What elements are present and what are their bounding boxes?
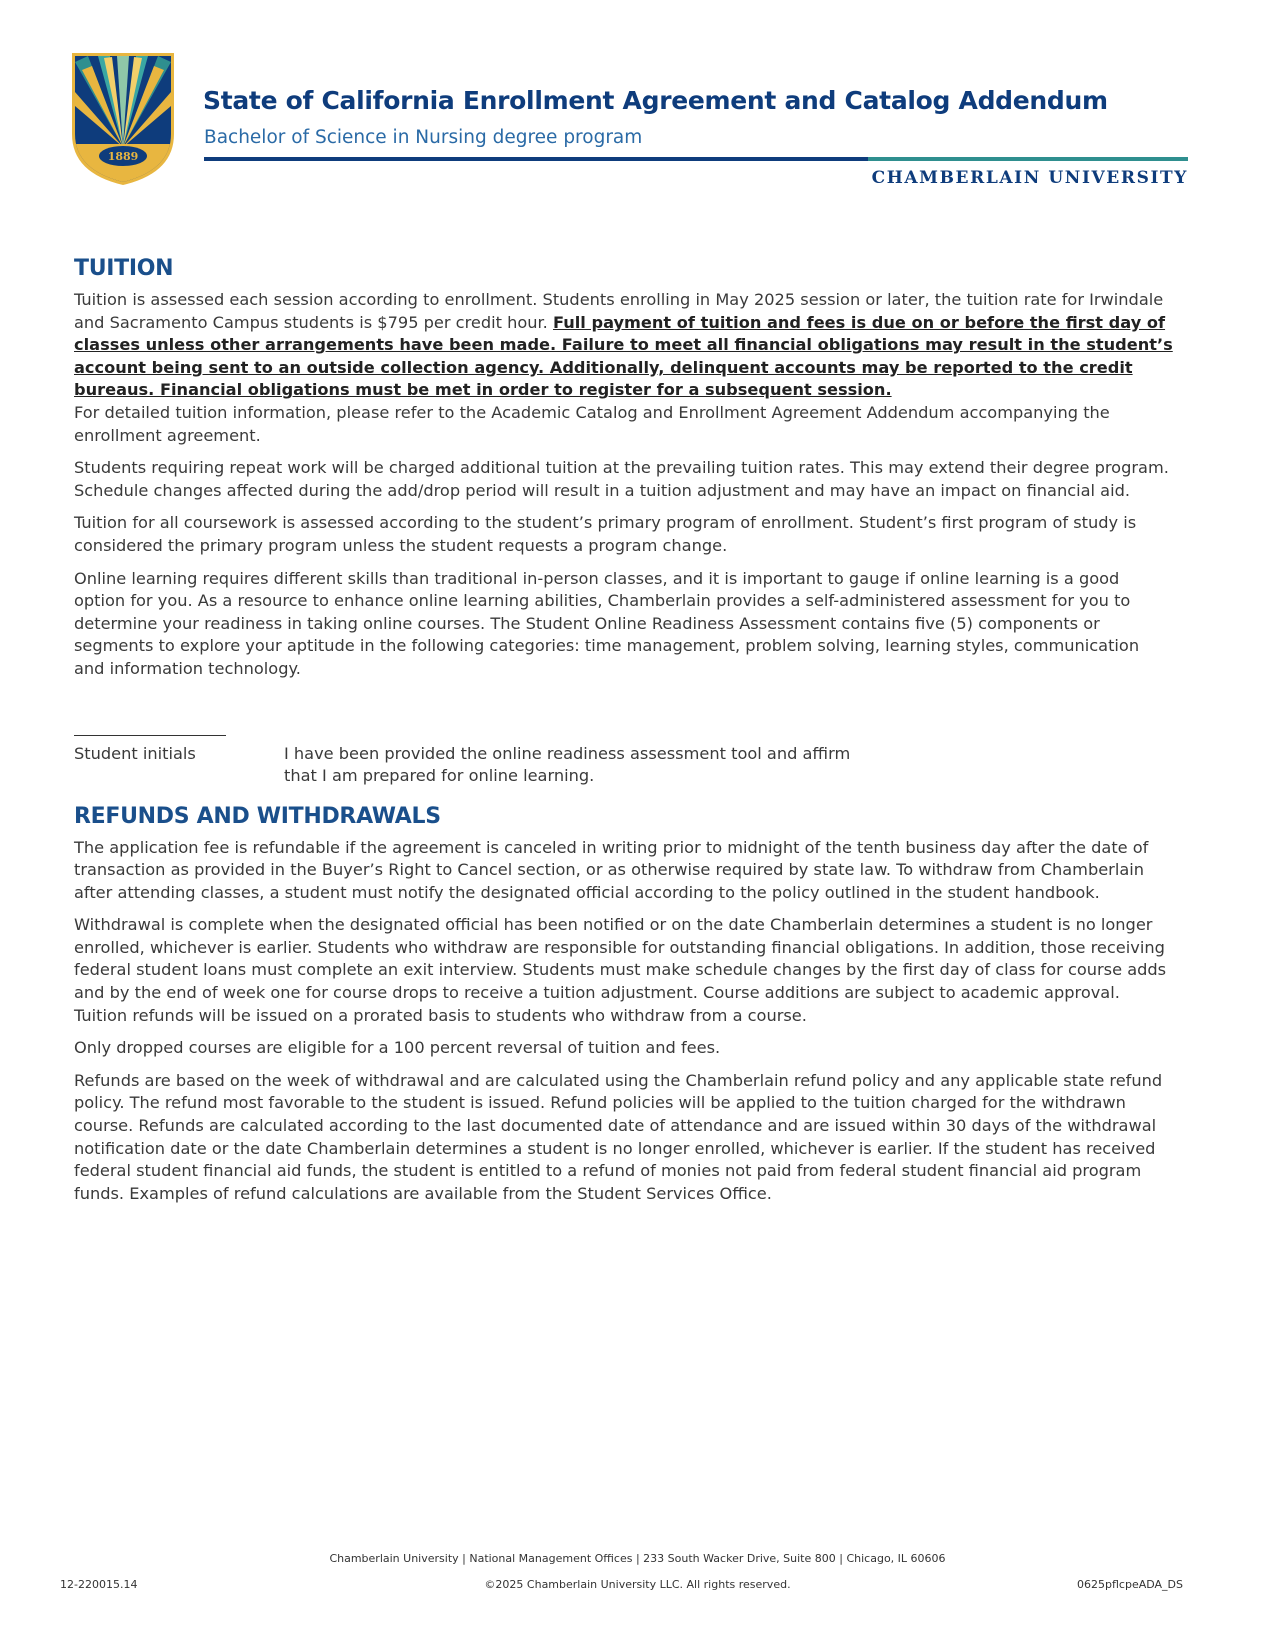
document-body — [74, 255, 1174, 1215]
refunds-paragraph-1: The application fee is refundable if the agreement is canceled in writing prior to midnight of the tenth business day after the date of transaction as provided in the Buyer’s Right to Cancel section, or as otherwise required by state law. To withdraw from Chamberlain after attending classes, a student must notify the designated official according to the policy outlined in the student handbook. — [74, 837, 1149, 902]
initials-signature-line[interactable] — [74, 735, 226, 736]
tuition-paragraph-3: Students requiring repeat work will be charged additional tuition at the prevailing tuition rates. This may extend their degree program. Schedule changes affected during the add/drop period will result in a tuition adjustment and may have an impact on financial aid. — [74, 458, 1169, 500]
refunds-paragraph-3: Only dropped courses are eligible for a 100 percent reversal of tuition and fees. — [74, 1038, 721, 1058]
tuition-paragraph-5: Online learning requires different skills than traditional in-person classes, and it is important to gauge if online learning is a good option for you. As a resource to enhance online learning abilities, Chamberlain provides a self-administered assessment for you to determine your readiness in taking online courses. The Student Online Readiness Assessment contains five (5) components or segments to explore your aptitude in the following categories: time management, problem solving, learning styles, communication and information technology. — [74, 568, 1140, 678]
chamberlain-crest-logo — [70, 52, 176, 186]
tuition-paragraph-1 — [74, 289, 1174, 402]
refunds-heading: REFUNDS AND WITHDRAWALS — [74, 803, 441, 829]
document-title: State of California Enrollment Agreement and Catalog Addendum — [203, 86, 1108, 115]
header-rule-teal — [868, 157, 1188, 161]
tuition-heading: TUITION — [74, 256, 174, 281]
tuition-rate-text: Tuition is assessed each session according to enrollment. Students enrolling in May 2025 session or later, the tuition rate for Irwindale and Sacramento Campus students is $795 per credit hour. — [74, 290, 1164, 332]
footer-form-code: 0625pflcpeADA_DS — [1077, 1578, 1183, 1591]
tuition-paragraph-2: For detailed tuition information, please refer to the Academic Catalog and Enrollment Agreement Addendum accompanying the enrollment agreement. — [74, 402, 1110, 445]
crest-year: 1889 — [107, 150, 139, 163]
student-initials-block — [74, 735, 1174, 797]
tuition-paragraph-4: Tuition for all coursework is assessed according to the student’s primary program of enrollment. Student’s first program of study is considered the primary program unless the student requests a program change. — [74, 513, 1137, 555]
document-subtitle: Bachelor of Science in Nursing degree program — [204, 127, 643, 148]
footer-address: Chamberlain University | National Management Offices | 233 South Wacker Drive, Suite 800 | Chicago, IL 60606 — [329, 1552, 946, 1565]
initials-statement: I have been provided the online readiness assessment tool and affirm that I am prepared for online learning. — [284, 743, 851, 786]
initials-label: Student initials — [74, 743, 196, 763]
footer-copyright: ©2025 Chamberlain University LLC. All rights reserved. — [484, 1578, 791, 1591]
refunds-paragraph-4: Refunds are based on the week of withdrawal and are calculated using the Chamberlain refund policy and any applicable state refund policy. The refund most favorable to the student is issued. Refund policies will be applied to the tuition charged for the withdrawn course. Refunds are calculated according to the last documented date of attendance and are issued within 30 days of the withdrawal notification date or the date Chamberlain determines a student is no longer enrolled, whichever is earlier. If the student has received federal student financial aid funds, the student is entitled to a refund of monies not paid from federal student financial aid program funds. Examples of refund calculations are available from the Student Services Office. — [74, 1070, 1163, 1203]
payment-obligation-text: Full payment of tuition and fees is due on or before the first day of classes unless other arrangements have been made. Failure to meet all financial obligations may result in the student’s account being sent to an outside collection agency. Additionally, delinquent accounts may be reported to the credit bureaus. Financial obligations must be met in order to register for a subsequent session. — [74, 312, 1173, 400]
header-rule-navy — [204, 157, 868, 161]
refunds-paragraph-2: Withdrawal is complete when the designated official has been notified or on the date Chamberlain determines a student is no longer enrolled, whichever is earlier. Students who withdraw are responsible for outstanding financial obligations. In addition, those receiving federal student loans must complete an exit interview. Students must make schedule changes by the first day of class for course adds and by the end of week one for course drops to receive a tuition adjustment. Course additions are subject to academic approval. Tuition refunds will be issued on a prorated basis to students who withdraw from a course. — [74, 915, 1167, 1025]
university-wordmark: CHAMBERLAIN UNIVERSITY — [871, 168, 1188, 188]
footer-doc-code: 12-220015.14 — [60, 1578, 138, 1591]
